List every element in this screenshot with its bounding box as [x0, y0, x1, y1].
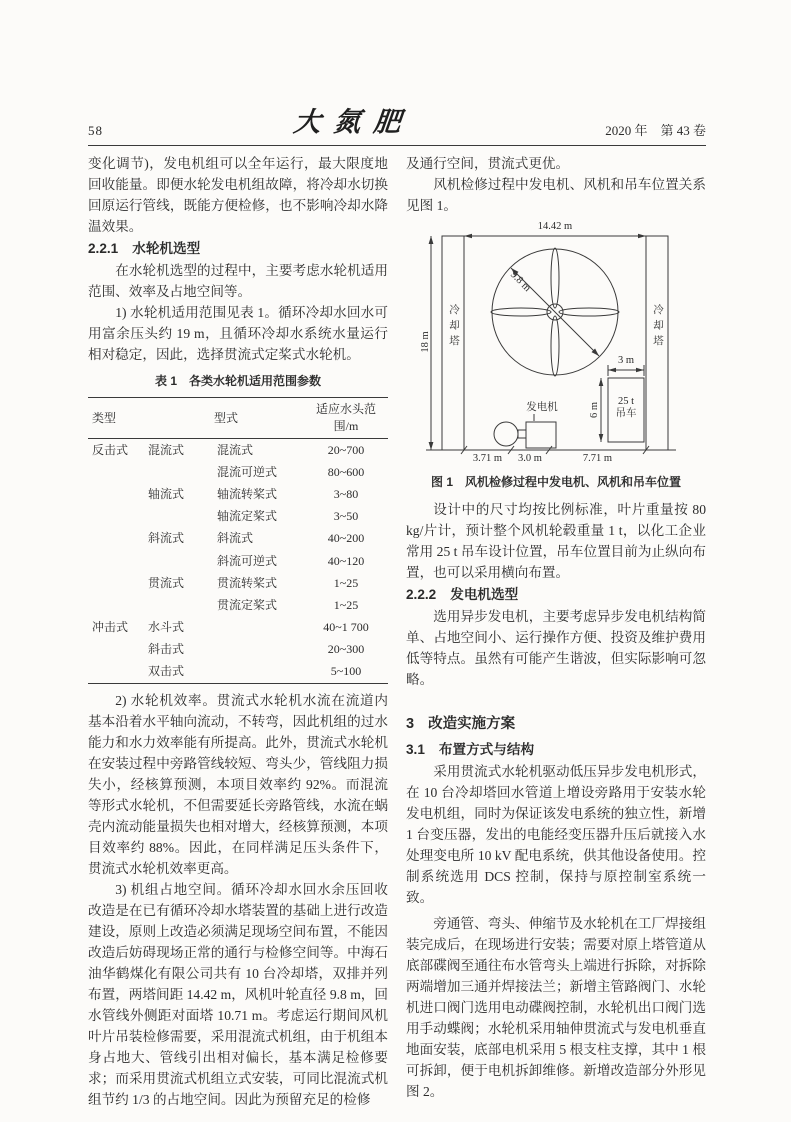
section-title: 改造实施方案: [428, 716, 516, 732]
table-cell: 冲击式: [92, 620, 129, 635]
label-crane-width: 3 m: [617, 355, 635, 366]
issue-info: 2020 年 第 43 卷: [605, 123, 706, 138]
table-cell: [217, 661, 304, 684]
table-cell: [88, 594, 148, 616]
paragraph: 在水轮机选型的过程中，主要考虑水轮机适用范围、效率及占地空间等。: [88, 263, 388, 299]
table-cell: 20~300: [327, 642, 365, 657]
fan-blade-left: [491, 308, 551, 316]
table-row: [88, 572, 388, 594]
table-cell: 40~200: [327, 531, 365, 546]
table-cell: [88, 506, 148, 528]
turbine-range-table: [88, 397, 388, 684]
table-cell: 3~50: [333, 509, 359, 524]
table-row: [88, 461, 388, 483]
table-cell: [217, 617, 304, 639]
label-fan-diameter: 9.8 m: [507, 269, 533, 294]
section-number: 3: [406, 716, 415, 732]
table-cell: 贯流式: [148, 575, 185, 590]
col-header-type: 类型: [88, 398, 148, 439]
table-cell: 40~120: [327, 553, 365, 568]
table-cell: [88, 483, 148, 505]
col-header-range: 适应水头范围/m: [304, 398, 388, 439]
table-cell: [148, 550, 217, 572]
table-cell: 轴流定桨式: [217, 509, 278, 524]
label-dim-mid: 3.0 m: [518, 453, 542, 464]
paragraph: 变化调节)，发电机组可以全年运行，最大限度地回收能量。即便水轮发电机组故障，将冷却水切换回原运行管线，既能方便检修，也不影响冷却水降温效果。: [88, 156, 388, 234]
label-generator: 发电机: [526, 402, 558, 413]
label-tower-spacing: 14.42 m: [537, 221, 573, 232]
section-heading-31: [406, 739, 706, 760]
table-row: [88, 506, 388, 528]
section-title: 水轮机选型: [132, 241, 201, 256]
label-cooling-tower-left: 冷却塔: [448, 304, 459, 351]
section-number: 2.2.1: [88, 241, 119, 256]
page-header: [88, 100, 706, 146]
table-cell: 斜击式: [148, 642, 185, 657]
table-row: [88, 661, 388, 684]
label-crane-name: 吊车: [615, 408, 637, 419]
label-crane-height: 6 m: [589, 401, 600, 419]
table-cell: 轴流式: [148, 486, 185, 501]
table-cell: 混流式: [217, 442, 254, 457]
section-title: 发电机选型: [450, 587, 519, 602]
label-crane: [608, 396, 644, 420]
generator-shaft: [518, 430, 526, 438]
generator-body: [526, 422, 556, 448]
paragraph: 设计中的尺寸均按比例标准，叶片重量按 80 kg/片计，预计整个风机轮毂重量 1 t，以化工企业常用 25 t 吊车设计位置，吊车位置目前为止纵向布置，也可以采用横向布置。: [406, 502, 706, 580]
figure-1-caption: 图 1 风机检修过程中发电机、风机和吊车位置: [430, 475, 681, 489]
fan-blade-top: [551, 248, 559, 308]
paragraph: 旁通管、弯头、伸缩节及水轮机在工厂焊接组装完成后，在现场进行安装；需要对原上塔管道从底部碟阀至通往布水管弯头上端进行拆除，对拆除两端增加三通并焊接法兰；新增主管路阀门、水轮机进口阀门选用电动碟阀控制，水轮机出口阀门选用手动蝶阀；水轮机采用轴伸贯流式与发电机垂直地面安装，底部电机采用 5 根支柱支撑，其中 1 根可拆卸，便于电机拆卸维修。新增改造部分外形见图 2。: [406, 916, 706, 1099]
table-cell: 80~600: [327, 464, 365, 479]
table-cell: [88, 528, 148, 550]
table-cell: 轴流转桨式: [217, 486, 278, 501]
table-row: [88, 639, 388, 661]
right-column: [406, 153, 706, 1110]
table-cell: [217, 639, 304, 661]
table-cell: 斜流式: [148, 531, 185, 546]
turbine-table-body: [88, 439, 388, 684]
paragraph: 采用贯流式水轮机驱动低压异步发电机形式，在 10 台冷却塔回水管道上增设旁路用于安装水轮发电机组，同时为保证该发电系统的独立性，新增 1 台变压器，发出的电能经变压器升压后就接入水处理变电所 10 kV 配电系统，供其他设备使用。控制系统选用 DCS 控制，保持与原控制室系统一致。: [406, 764, 706, 905]
section-heading-3: [406, 714, 706, 735]
label-dim-left: 3.71 m: [472, 453, 503, 464]
paragraph: 风机检修过程中发电机、风机和吊车位置关系见图 1。: [406, 177, 706, 213]
table-cell: [88, 461, 148, 483]
table-row: [88, 439, 388, 462]
fan-blade-bottom: [551, 316, 559, 376]
section-number: 3.1: [406, 742, 425, 757]
table-cell: [88, 639, 148, 661]
table-cell: [148, 461, 217, 483]
table-cell: [148, 506, 217, 528]
table-cell: [88, 550, 148, 572]
paragraph: 选用异步发电机，主要考虑异步发电机结构简单、占地空间小、运行操作方便、投资及维护费用低等特点。虽然有可能产生谐波，但实际影响可忽略。: [406, 609, 706, 687]
table-cell: 混流可逆式: [217, 464, 278, 479]
table-row: [88, 550, 388, 572]
label-cooling-tower-right: 冷却塔: [652, 304, 663, 351]
table-cell: 1~25: [333, 597, 359, 612]
page-number: 58: [88, 123, 103, 138]
table-cell: 斜流可逆式: [217, 553, 278, 568]
paragraph: 及通行空间，贯流式更优。: [406, 156, 570, 171]
table-row: [88, 594, 388, 616]
table-title: 表 1 各类水轮机适用范围参数: [154, 374, 321, 388]
paragraph: 3) 机组占地空间。循环冷却水回水余压回收改造是在已有循环冷却水塔装置的基础上进行改造建设，原则上改造必须满足现场空间布置，不能因改造后妨碍现场正常的通行与检修空间等。中海石油华鹤煤化有限公司共有 10 台冷却塔，双排并列布置，两塔间距 14.42 m，风机叶轮直径 9.8 m，回水管线外侧距对面塔 10.71 m。考虑运行期间风机叶片吊装检修需要，采用混流式机组，由于机组本身占地大、管线引出相对偏长，基本满足检修要求；而采用贯流式机组立式安装，可同比混流式机组节约 1/3 的占地空间。因此为预留充足的检修: [88, 882, 388, 1108]
table-cell: 贯流转桨式: [217, 575, 278, 590]
generator-motor: [494, 422, 518, 446]
table-cell: [148, 594, 217, 616]
table-row: [88, 528, 388, 550]
section-heading-221: [88, 238, 388, 259]
paragraph: 1) 水轮机适用范围见表 1。循环冷却水回水可用富余压头约 19 m，且循环冷却水系统水量运行相对稳定，因此，选择贯流式定桨式水轮机。: [88, 305, 388, 362]
table-row: [88, 617, 388, 639]
table-row: [88, 483, 388, 505]
table-cell: 反击式: [92, 442, 129, 457]
figure-1: [406, 220, 706, 493]
journal-logo: 大氮肥: [292, 107, 416, 137]
fan-blade-right: [559, 308, 619, 316]
table-cell: 双击式: [148, 664, 185, 679]
col-header-form: 型式: [148, 398, 304, 439]
label-dim-right: 7.71 m: [582, 453, 613, 464]
label-tower-height: 18 m: [420, 331, 431, 353]
label-crane-capacity: 25 t: [617, 396, 635, 407]
table-cell: [88, 661, 148, 684]
table-cell: 40~1 700: [323, 620, 369, 635]
table-header-row: [88, 398, 388, 439]
table-cell: [88, 572, 148, 594]
table-cell: 1~25: [333, 575, 359, 590]
paragraph: 2) 水轮机效率。贯流式水轮机水流在流道内基本沿着水平轴向流动，不转弯，因此机组的过水能力和水力效率能有所提高。此外，贯流式水轮机在安装过程中旁路管线较短、弯头少，管线阻力损失小，经核算预测，本项目效率约 92%。而混流等形式水轮机，不但需要延长旁路管线，水流在蜗壳内流动能量损失也相对增大，经核算预测，本项目效率约 88%。因此，在同样满足压头条件下，贯流式水轮机效率更高。: [88, 693, 388, 877]
table-cell: 斜流式: [217, 531, 254, 546]
table-cell: 水斗式: [148, 620, 185, 635]
left-column: [88, 153, 388, 1110]
table-cell: 3~80: [333, 486, 359, 501]
table-cell: 5~100: [330, 664, 362, 679]
table-cell: 20~700: [327, 442, 365, 457]
table-cell: 贯流定桨式: [217, 597, 278, 612]
section-title: 布置方式与结构: [438, 742, 535, 757]
table-cell: 混流式: [148, 442, 185, 457]
section-heading-222: [406, 584, 706, 605]
section-number: 2.2.2: [406, 587, 437, 602]
